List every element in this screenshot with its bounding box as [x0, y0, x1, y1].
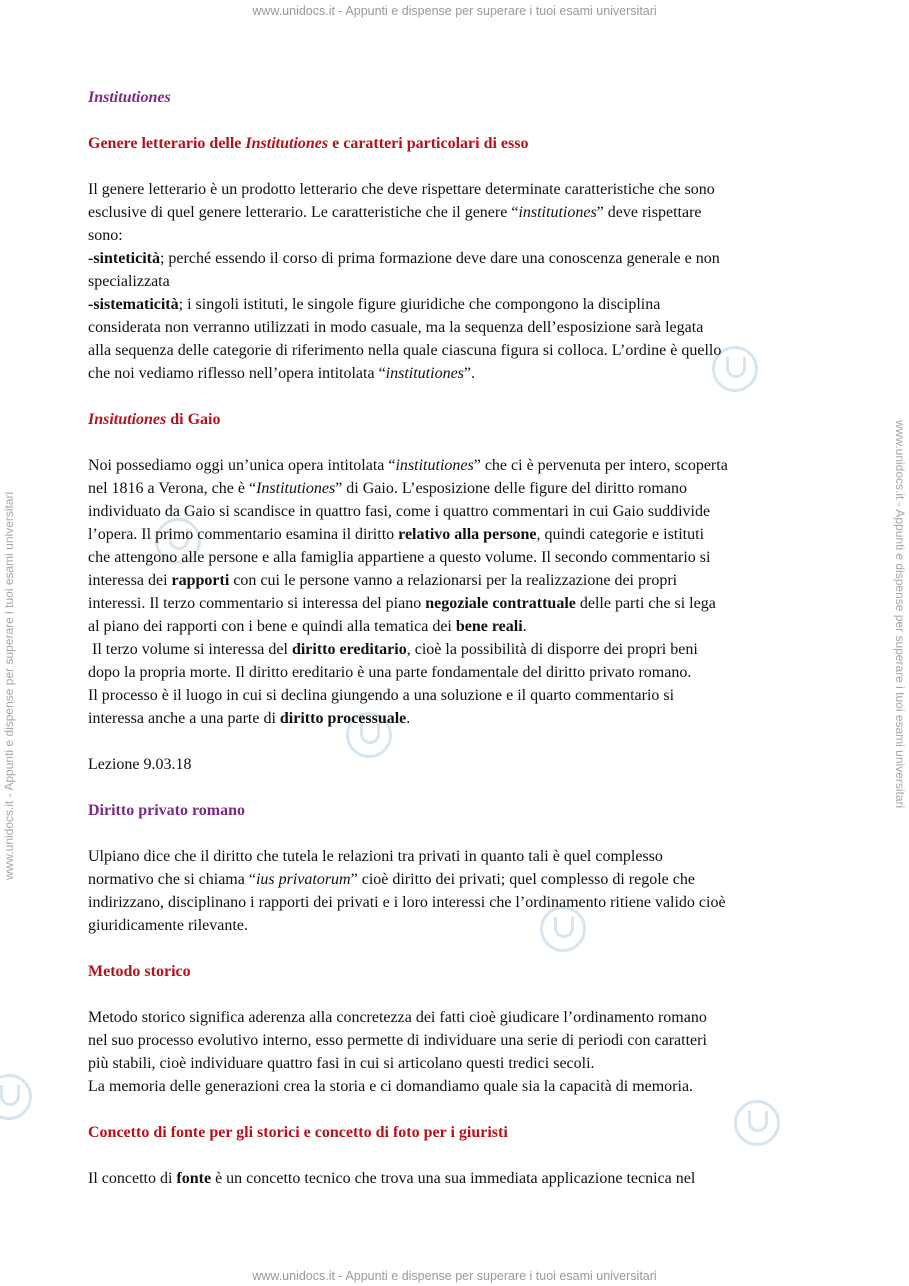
paragraph-fonte: Il concetto di fonte è un concetto tecnico che trova una sua immediata applicazione tecnica nel	[88, 1170, 696, 1187]
section-heading-metodo-storico: Metodo storico	[88, 963, 191, 980]
watermark-bottom: www.unidocs.it - Appunti e dispense per superare i tuoi esami universitari	[252, 1269, 657, 1283]
lesson-date: Lezione 9.03.18	[88, 756, 192, 773]
section-heading-gaio: Insitutiones di Gaio	[88, 411, 221, 428]
watermark-left: www.unidocs.it - Appunti e dispense per superare i tuoi esami universitari	[2, 491, 16, 880]
document-body	[88, 86, 823, 1190]
watermark-logo-icon	[0, 1074, 32, 1120]
paragraph-gaio: Noi possediamo oggi un’unica opera intitolata “institutiones” che ci è pervenuta per intero, scoperta nel 1816 a Verona, che è “Institutiones” di Gaio. L’esposizione delle figure del diritto romano individuato da Gaio si scandisce in quattro fasi, come i quattro commentari in cui Gaio suddivide l’opera. Il primo commentario esamina il diritto relativo alla persone, quindi categorie e istituti che attengono alle persone e alla famiglia appartiene a questo volume. Il secondo commentario si interessa dei rapporti con cui le persone vanno a relazionarsi per la realizzazione dei propri interessi. Il terzo commentario si interessa del piano negoziale contrattuale delle parti che si lega al piano dei rapporti con i bene e quindi alla tematica dei bene reali. Il terzo volume si interessa del diritto ereditario, cioè la possibilità di disporre dei propri beni dopo la propria morte. Il diritto ereditario è una parte fondamentale del diritto privato romano. Il processo è il luogo in cui si declina giungendo a una soluzione e il quarto commentario si interessa anche a una parte di diritto processuale.	[88, 457, 728, 727]
paragraph-diritto-privato: Ulpiano dice che il diritto che tutela le relazioni tra privati in quanto tali è quel complesso normativo che si chiama “ius privatorum” cioè diritto dei privati; quel complesso di regole che indirizzano, disciplinano i rapporti dei privati e i loro interessi che l’ordinamento ritiene valido cioè giuridicamente rilevante.	[88, 848, 726, 934]
section-heading-fonte: Concetto di fonte per gli storici e concetto di foto per i giuristi	[88, 1124, 508, 1141]
section-heading-genere: Genere letterario delle Institutiones e caratteri particolari di esso	[88, 135, 529, 152]
section-heading-diritto-privato: Diritto privato romano	[88, 802, 246, 819]
doc-title: Institutiones	[88, 89, 171, 106]
paragraph-metodo-storico: Metodo storico significa aderenza alla concretezza dei fatti cioè giudicare l’ordinamento romano nel suo processo evolutivo interno, esso permette di individuare una serie di periodi con caratteri più stabili, cioè individuare quattro fasi in cui si articolano questi tredici secoli. La memoria delle generazioni crea la storia e ci domandiamo quale sia la capacità di memoria.	[88, 1009, 707, 1095]
watermark-top: www.unidocs.it - Appunti e dispense per superare i tuoi esami universitari	[252, 4, 657, 18]
paragraph-genere: Il genere letterario è un prodotto letterario che deve rispettare determinate caratteristiche che sono esclusive di quel genere letterario. Le caratteristiche che il genere “institutiones” deve rispettare sono: -sinteticità; perché essendo il corso di prima formazione deve dare una conoscenza generale e non specializzata -sistematicità; i singoli istituti, le singole figure giuridiche che compongono la disciplina considerata non verranno utilizzati in modo casuale, ma la sequenza dell’esposizione sarà legata alla sequenza delle categorie di riferimento nella quale ciascuna figura si colloca. L’ordine è quello che noi vediamo riflesso nell’opera intitolata “institutiones”.	[88, 181, 722, 382]
watermark-right: www.unidocs.it - Appunti e dispense per superare i tuoi esami universitari	[893, 420, 907, 809]
